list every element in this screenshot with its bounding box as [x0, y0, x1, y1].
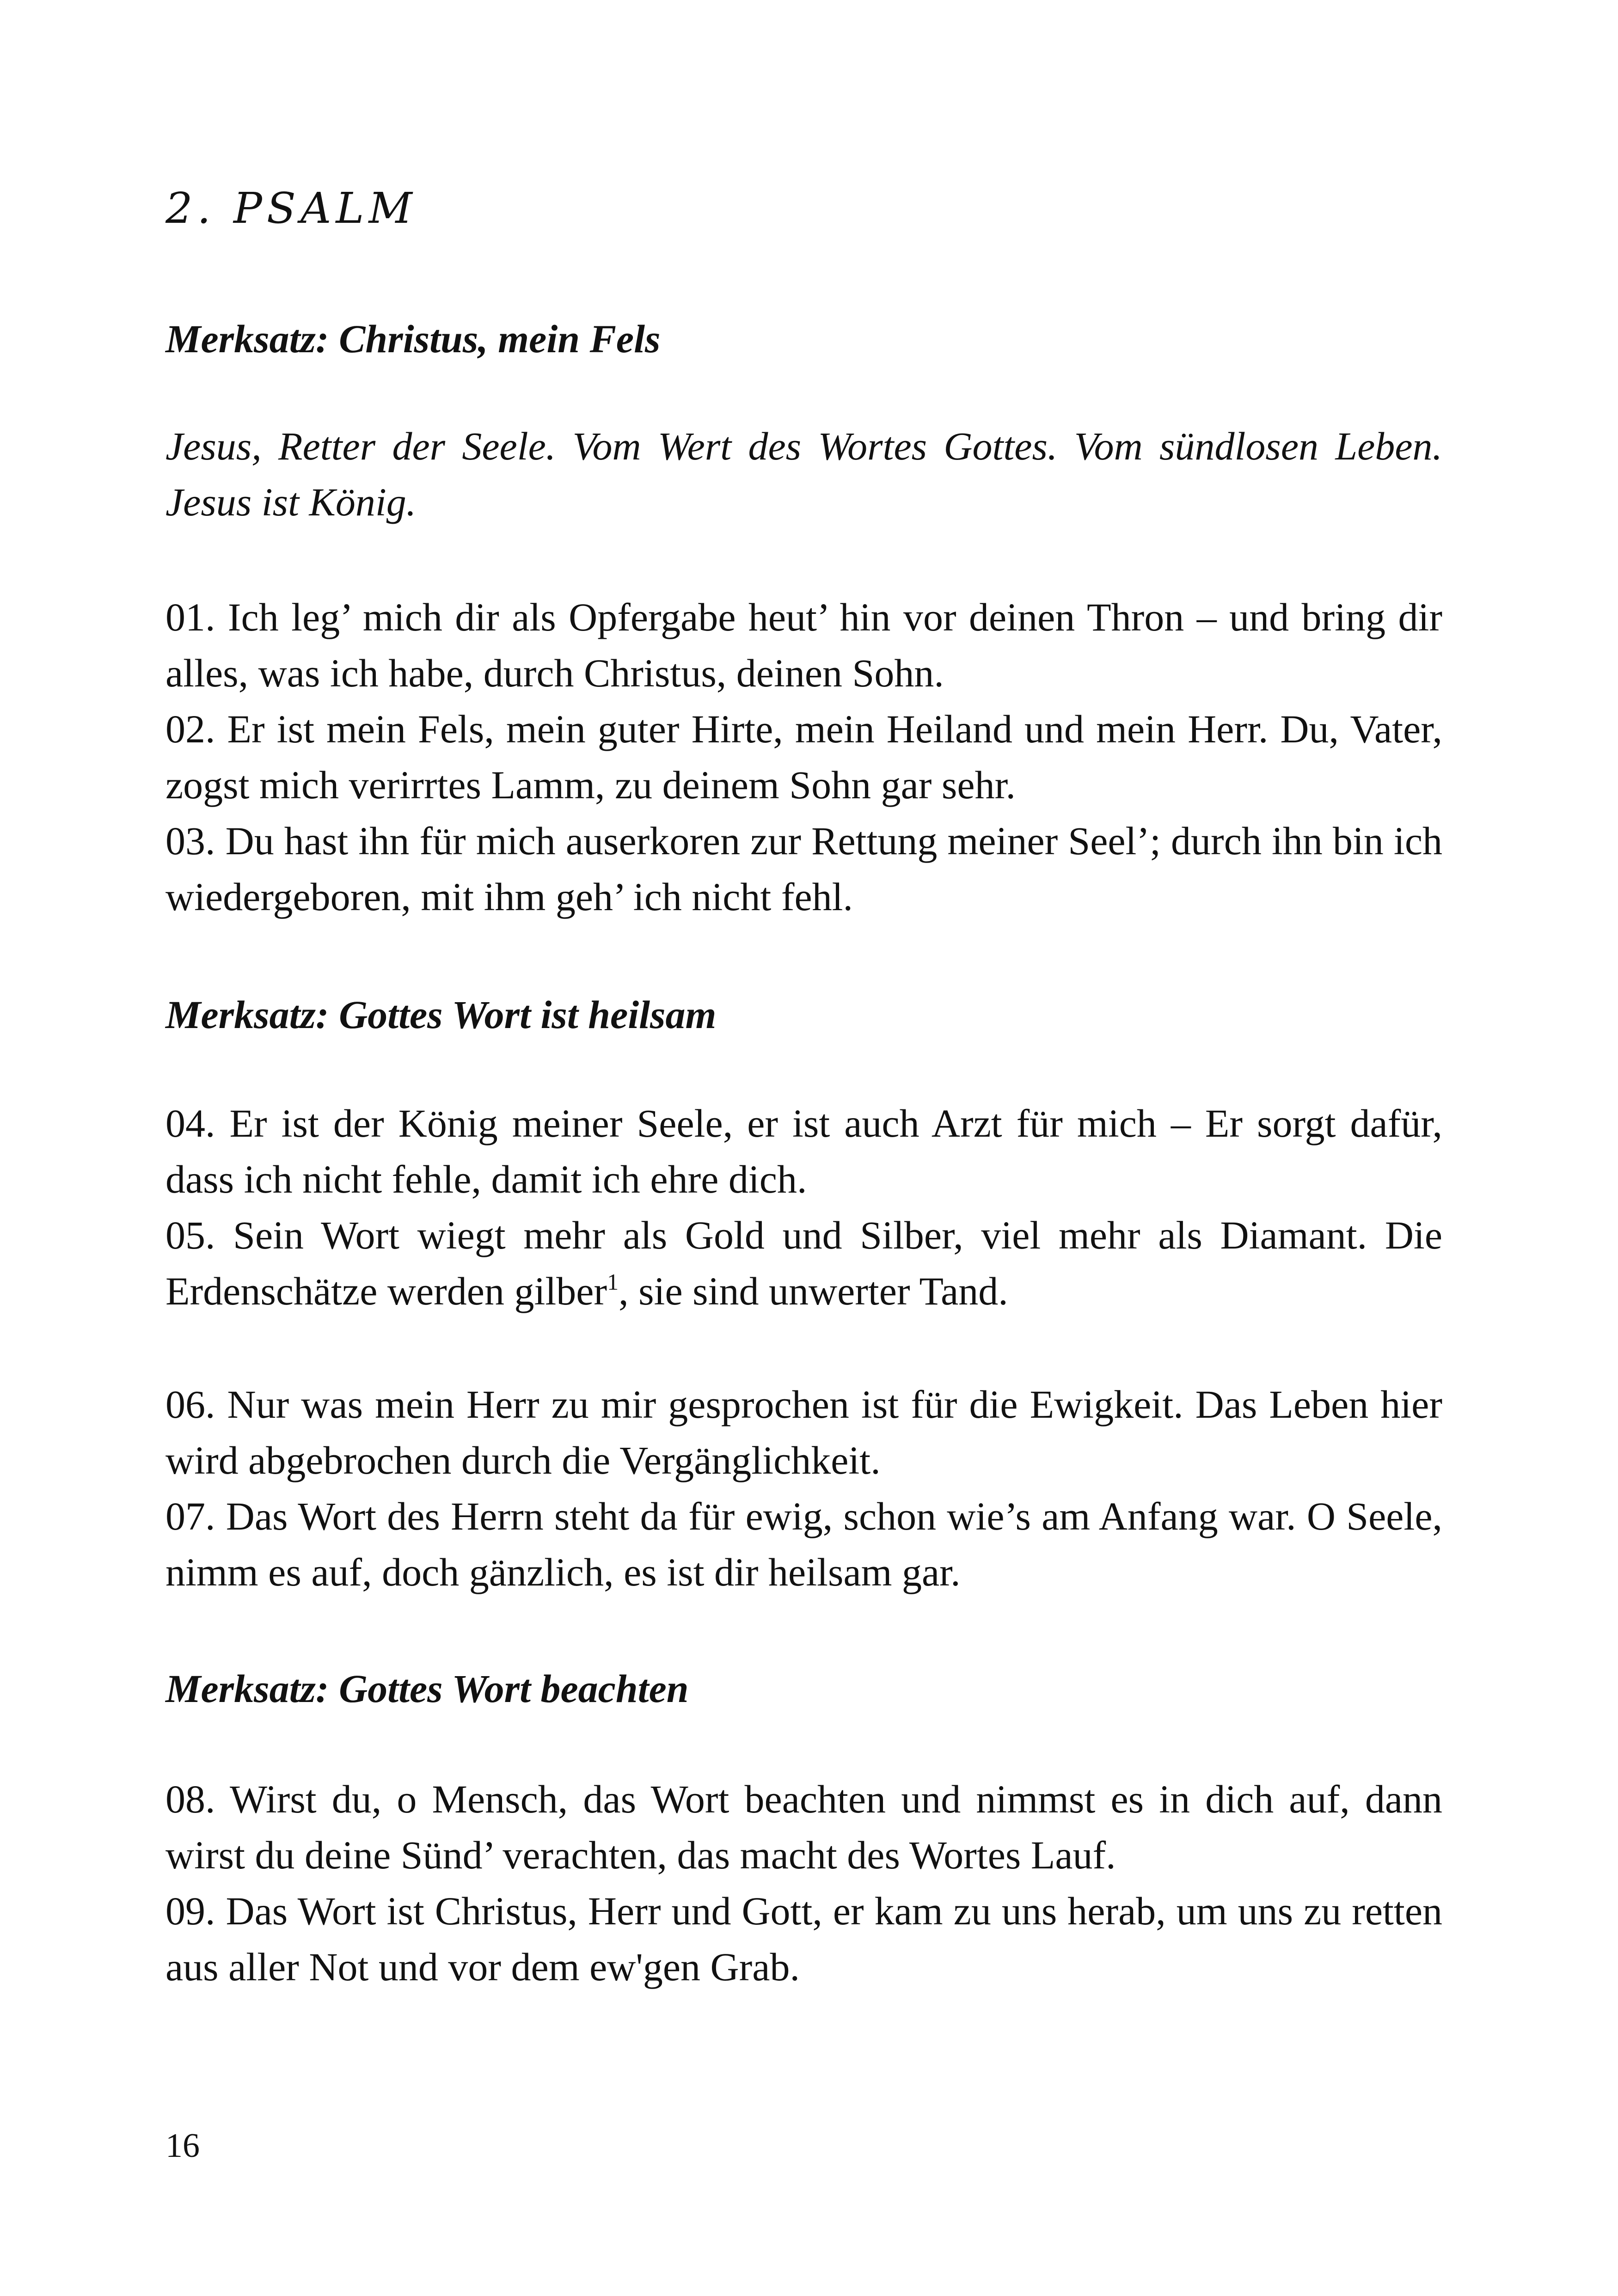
- verse-01: 01. Ich leg’ mich dir als Opfergabe heut’ hin vor deinen Thron – und bring dir alles, was ich habe, durch Christus, deinen Sohn.: [165, 595, 1442, 695]
- verse-block-1: [165, 589, 1442, 925]
- page-number: 16: [165, 2127, 200, 2165]
- verse-04: 04. Er ist der König meiner Seele, er ist auch Arzt für mich – Er sorgt dafür, dass ich nicht fehle, damit ich ehre dich.: [165, 1101, 1442, 1201]
- verse-block-4: [165, 1771, 1442, 1995]
- merksatz-heading-2: Merksatz: Gottes Wort ist heilsam: [165, 992, 717, 1037]
- verse-09: 09. Das Wort ist Christus, Herr und Gott, er kam zu uns herab, um uns zu retten aus aller Not und vor dem ew'gen Grab.: [165, 1889, 1442, 1989]
- verse-02: 02. Er ist mein Fels, mein guter Hirte, mein Heiland und mein Herr. Du, Vater, zogst mich verirrtes Lamm, zu deinem Sohn gar sehr.: [165, 707, 1442, 807]
- verse-08: 08. Wirst du, o Mensch, das Wort beachten und nimmst es in dich auf, dann wirst du deine Sünd’ verachten, das macht des Wortes Lauf.: [165, 1777, 1442, 1877]
- verse-05-text: 05. Sein Wort wiegt mehr als Gold und Silber, viel mehr als Diamant. Die Erdenschätze werden gilber: [165, 1213, 1442, 1313]
- chapter-summary: Jesus, Retter der Seele. Vom Wert des Wortes Gottes. Vom sündlosen Leben. Jesus ist König.: [165, 424, 1442, 524]
- verse-05-end: , sie sind unwerter Tand.: [619, 1269, 1008, 1313]
- verse-06: 06. Nur was mein Herr zu mir gesprochen ist für die Ewigkeit. Das Leben hier wird abgebrochen durch die Vergänglichkeit.: [165, 1382, 1442, 1482]
- chapter-title: 2. PSALM: [165, 184, 417, 233]
- verse-block-2: [165, 1096, 1442, 1319]
- verse-03: 03. Du hast ihn für mich auserkoren zur Rettung meiner Seel’; durch ihn bin ich wiedergeboren, mit ihm geh’ ich nicht fehl.: [165, 819, 1442, 919]
- merksatz-heading-3: Merksatz: Gottes Wort beachten: [165, 1666, 689, 1711]
- verse-block-3: [165, 1377, 1442, 1600]
- merksatz-heading-1: Merksatz: Christus, mein Fels: [165, 317, 661, 361]
- verse-05: [165, 1207, 1442, 1319]
- footnote-marker: 1: [607, 1269, 619, 1295]
- verse-07: 07. Das Wort des Herrn steht da für ewig, schon wie’s am Anfang war. O Seele, nimm es auf, doch gänzlich, es ist dir heilsam gar.: [165, 1494, 1442, 1594]
